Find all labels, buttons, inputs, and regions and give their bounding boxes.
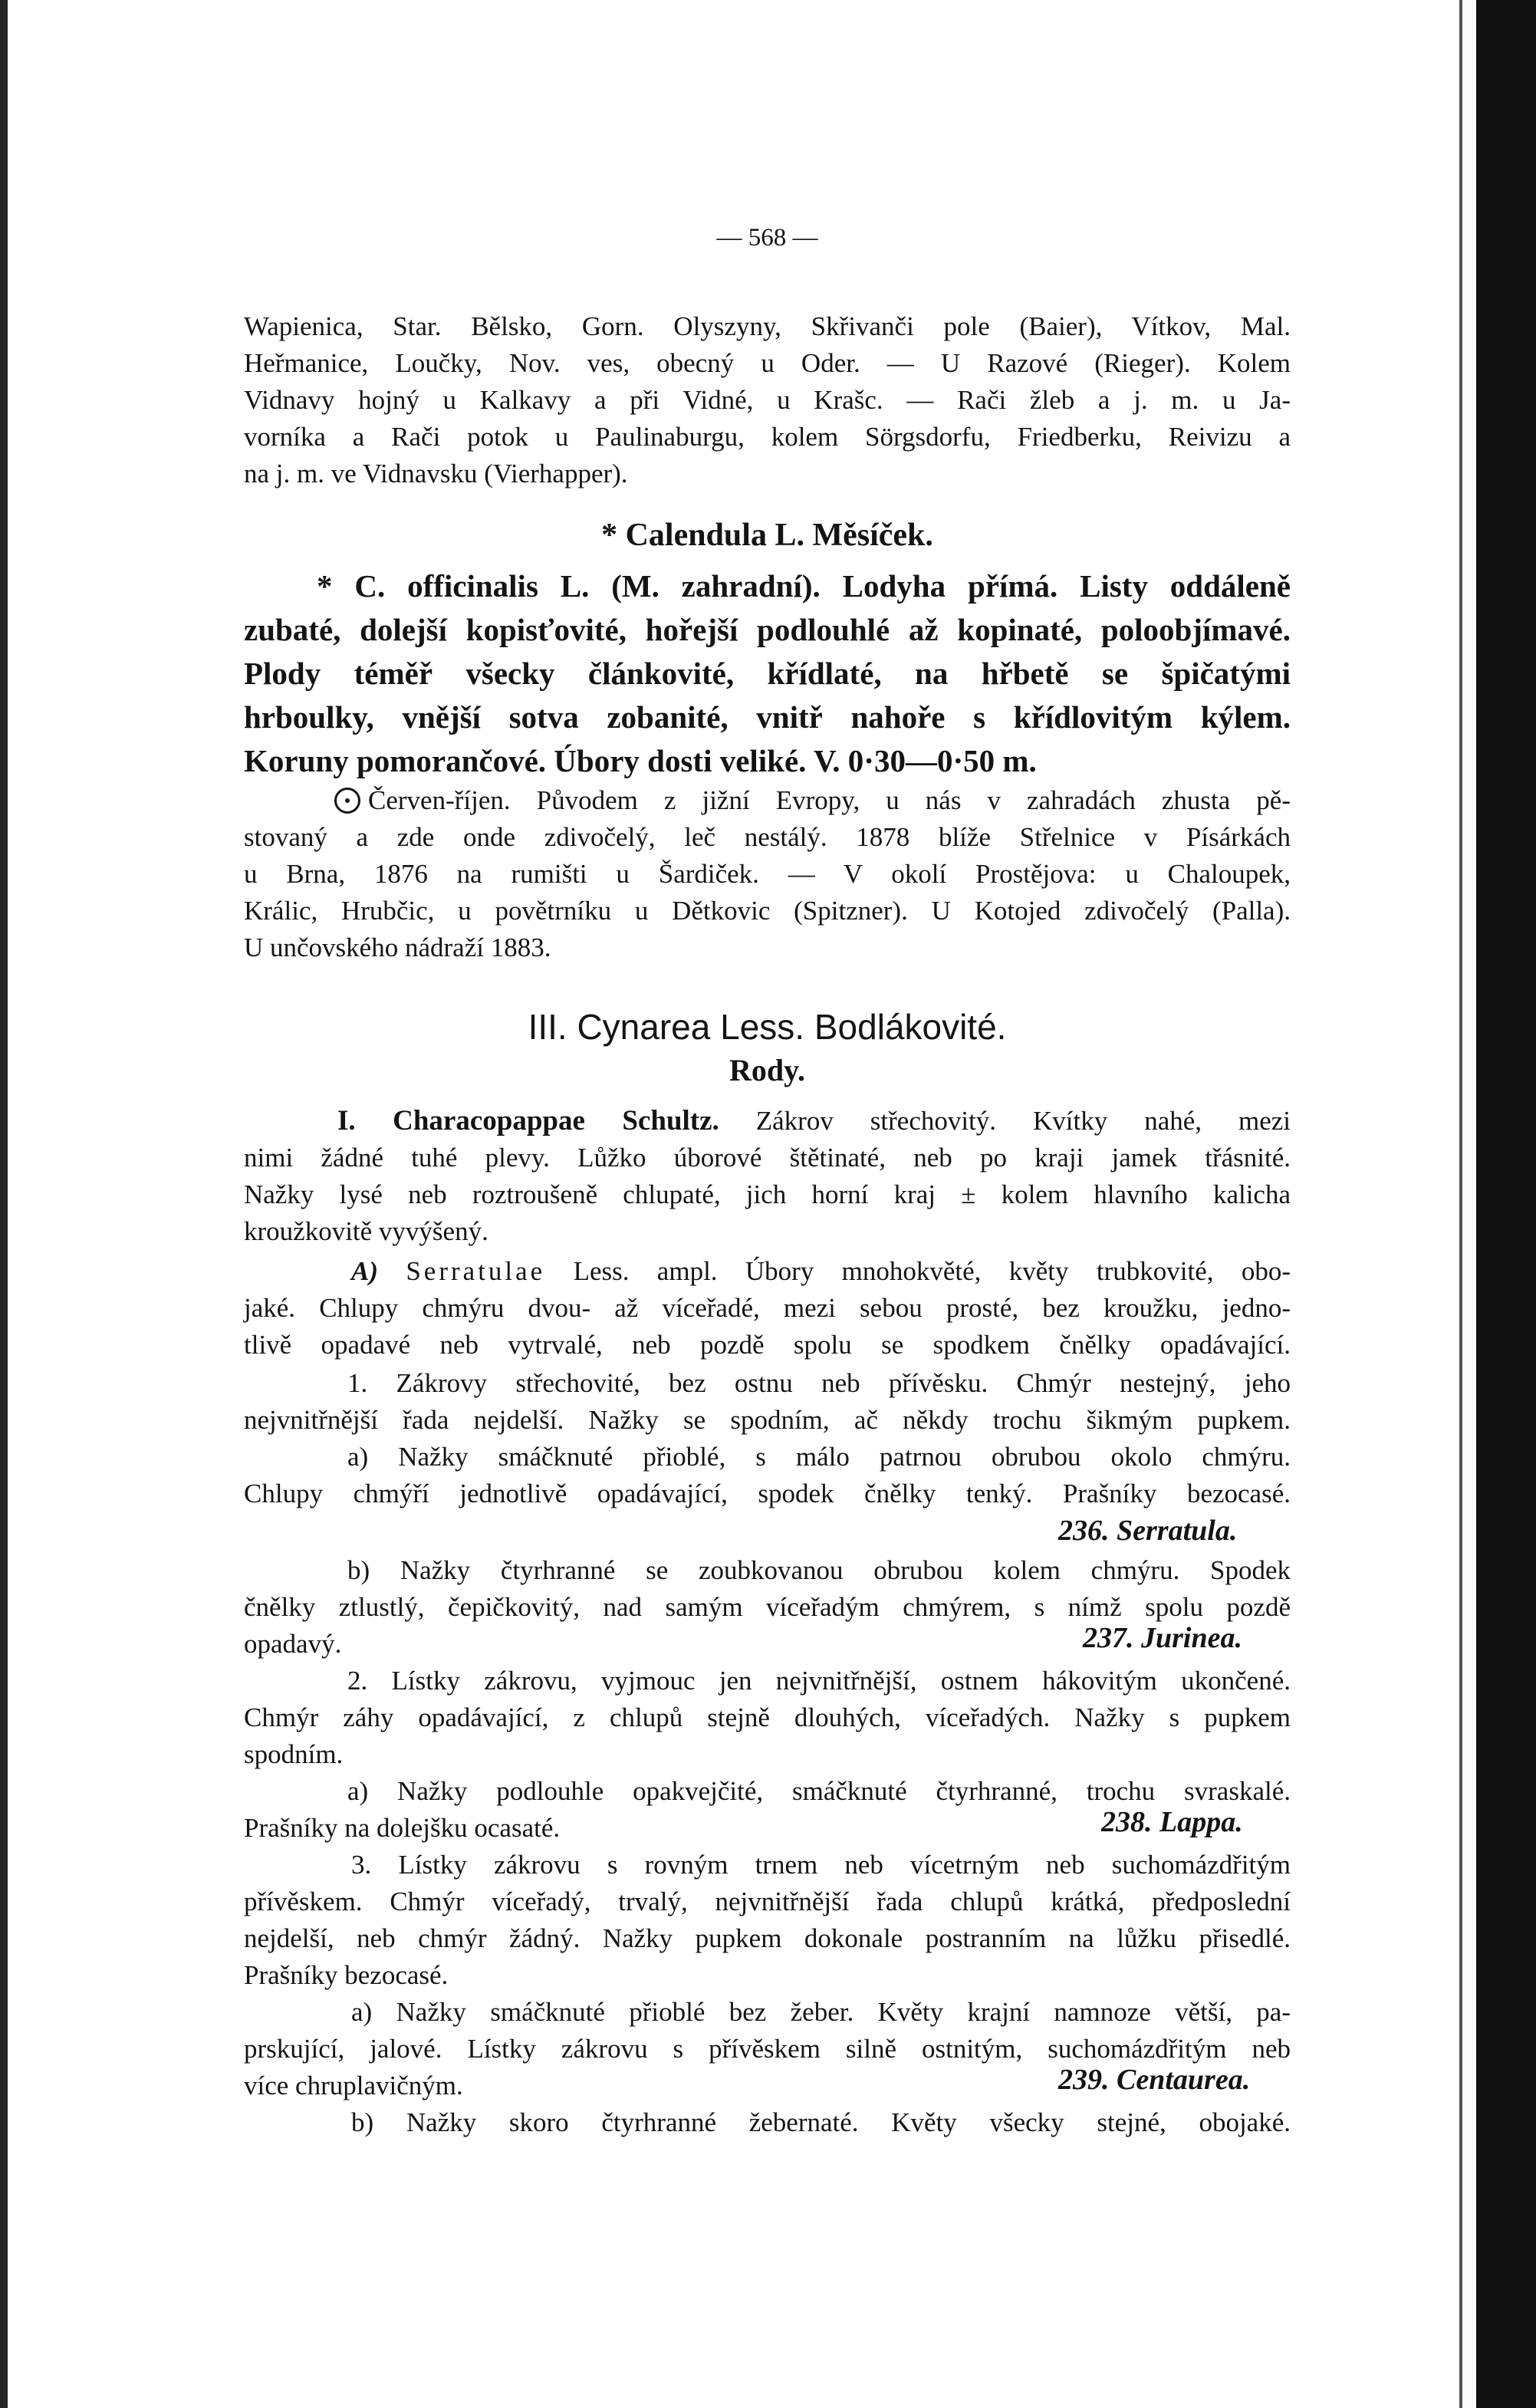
key-lead: A) xyxy=(351,1256,406,1286)
key-line: nejdelší, neb chmýr žádný. Nažky pupkem dokonale postranním na lůžku přisedlé. xyxy=(244,1923,1291,1953)
key-line: kroužkovitě vyvýšený. xyxy=(244,1216,488,1246)
key-line: Nažky lysé neb roztroušeně chlupaté, jich horní kraj ± kolem hlavního kalicha xyxy=(244,1179,1291,1209)
key-rest: Less. ampl. Úbory mnohokvěté, květy trubkovité, obo- xyxy=(545,1256,1291,1286)
text-line: Plody téměř všecky článkovité, křídlaté, na hřbetě se špičatými xyxy=(244,656,1291,691)
genus-entry: 239. Centaurea. xyxy=(1058,2064,1251,2096)
genus-entry: 236. Serratula. xyxy=(1058,1515,1238,1547)
key-line: přívěskem. Chmýr víceřadý, trvalý, nejvnitřnější řada chlupů krátká, předposlední xyxy=(244,1887,1291,1916)
key-lead: I. Characopappae Schultz. xyxy=(337,1105,719,1137)
genus-entry: 238. Lappa. xyxy=(1101,1806,1243,1838)
key-line: a) Nažky smáčknuté přioblé bez žeber. Květy krajní namnoze větší, pa- xyxy=(351,1997,1291,2027)
text-line: u Brna, 1876 na rumišti u Šardiček. — V okolí Prostějova: u Chaloupek, xyxy=(244,859,1291,889)
key-line: 3. Lístky zákrovu s rovným trnem neb vícetrným neb suchomázdřitým xyxy=(351,1850,1291,1880)
text-line: stovaný a zde onde zdivočelý, leč nestálý. 1878 blíže Střelnice v Písárkách xyxy=(244,822,1291,852)
scan-edge-right-gap xyxy=(1462,0,1476,2408)
text-line: na j. m. ve Vidnavsku (Vierhapper). xyxy=(244,459,628,489)
annual-symbol-icon xyxy=(334,788,360,814)
key-line: 1. Zákrovy střechovité, bez ostnu neb přívěsku. Chmýr nestejný, jeho xyxy=(347,1368,1291,1398)
text-line: * C. officinalis L. (M. zahradní). Lodyha přímá. Listy oddáleně xyxy=(317,568,1291,604)
key-line: 2. Lístky zákrovu, vyjmouc jen nejvnitřnější, ostnem hákovitým ukončené. xyxy=(347,1666,1291,1696)
key-line: Chlupy chmýří jednotlivě opadávající, spodek čnělky tenký. Prašníky bezocasé. xyxy=(244,1479,1291,1508)
key-line: Prašníky na dolejšku ocasaté. xyxy=(244,1813,561,1843)
key-line: b) Nažky čtyrhranné se zoubkovanou obrubou kolem chmýru. Spodek xyxy=(347,1555,1291,1585)
text-line xyxy=(244,782,1291,819)
key-line: prskující, jalové. Lístky zákrovu s přívěskem silně ostnitým, suchomázdřitým neb xyxy=(244,2034,1291,2064)
key-line: spodním. xyxy=(244,1739,344,1769)
key-line xyxy=(244,1253,1291,1290)
genus-entry: 237. Jurinea. xyxy=(1083,1622,1242,1654)
key-line: a) Nažky podlouhle opakvejčité, smáčknuté čtyrhranné, trochu svraskalé. xyxy=(347,1776,1291,1806)
key-line: opadavý. xyxy=(244,1629,342,1659)
genus-heading: * Calendula L. Měsíček. xyxy=(601,518,933,553)
text-line: Wapienica, Star. Bělsko, Gorn. Olyszyny, Skřivanči pole (Baier), Vítkov, Mal. xyxy=(244,311,1291,341)
section-subheading: Rody. xyxy=(729,1053,805,1087)
key-line: tlivě opadavé neb vytrvalé, neb pozdě spolu se spodkem čnělky opadávající. xyxy=(244,1330,1291,1360)
text-line: Králic, Hrubčic, u povětrníku u Dětkovic (Spitzner). U Kotojed zdivočelý (Palla). xyxy=(244,896,1291,926)
scan-edge-left xyxy=(0,0,8,2408)
page-number: — 568 — xyxy=(716,224,818,252)
text-line: Heřmanice, Loučky, Nov. ves, obecný u Oder. — U Razové (Rieger). Kolem xyxy=(244,348,1291,378)
key-line xyxy=(244,1103,1291,1140)
key-line: více chruplavičným. xyxy=(244,2071,463,2100)
text-line: hrboulky, vnější sotva zobanité, vnitř nahoře s křídlovitým kýlem. xyxy=(244,699,1291,735)
key-line: nejvnitřnější řada nejdelší. Nažky se spodním, ač někdy trochu šikmým pupkem. xyxy=(244,1405,1291,1435)
text-line: Vidnavy hojný u Kalkavy a při Vidné, u Krašc. — Rači žleb a j. m. u Ja- xyxy=(244,385,1291,415)
text-line: zubaté, dolejší kopisťovité, hořejší podlouhlé až kopinaté, poloobjímavé. xyxy=(244,612,1291,647)
text-line-content: Červen-říjen. Původem z jižní Evropy, u nás v zahradách zhusta pě- xyxy=(368,785,1291,815)
key-spaced: Serratulae xyxy=(406,1256,546,1286)
text-line: Koruny pomorančové. Úbory dosti veliké. V. 0·30—0·50 m. xyxy=(244,743,1037,778)
scan-edge-right xyxy=(1476,0,1536,2408)
text-line: U unčovského nádraží 1883. xyxy=(244,933,551,962)
key-rest: Zákrov střechovitý. Kvítky nahé, mezi xyxy=(719,1106,1291,1136)
key-line: a) Nažky smáčknuté přioblé, s málo patrnou obrubou okolo chmýru. xyxy=(347,1442,1291,1472)
key-line: Chmýr záhy opadávající, z chlupů stejně dlouhých, víceřadých. Nažky s pupkem xyxy=(244,1702,1291,1732)
key-line: čnělky ztlustlý, čepičkovitý, nad samým víceřadým chmýrem, s nímž spolu pozdě xyxy=(244,1592,1291,1622)
key-line: b) Nažky skoro čtyrhranné žebernaté. Květy všecky stejné, obojaké. xyxy=(351,2107,1291,2137)
key-line: nimi žádné tuhé plevy. Lůžko úborové štětinaté, neb po kraji jamek třásnité. xyxy=(244,1143,1291,1173)
key-line: jaké. Chlupy chmýru dvou- až víceřadé, mezi sebou prosté, bez kroužku, jedno- xyxy=(244,1293,1291,1323)
text-line: vorníka a Rači potok u Paulinaburgu, kolem Sörgsdorfu, Friedberku, Reivizu a xyxy=(244,422,1291,452)
section-heading: III. Cynarea Less. Bodlákovité. xyxy=(528,1007,1007,1047)
key-line: Prašníky bezocasé. xyxy=(244,1960,449,1990)
